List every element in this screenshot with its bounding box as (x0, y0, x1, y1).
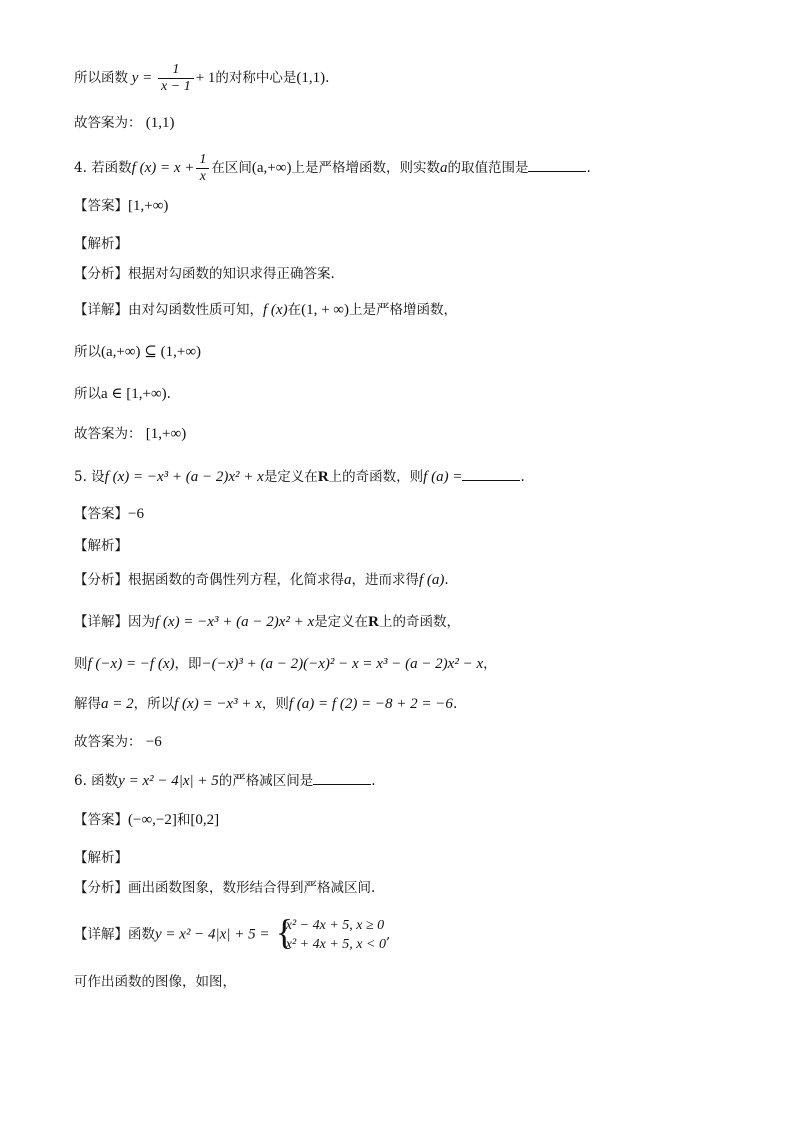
analysis-heading: 【解析】 (74, 236, 128, 252)
answer-blank (528, 157, 586, 172)
detail-line: 解得a = 2，所以f (x) = −x³ + x，则f (a) = f (2) = −8 + 2 = −6. (74, 696, 458, 712)
analysis-heading: 【解析】 (74, 850, 128, 866)
detail-line: 所以(a,+∞) ⊆ (1,+∞) (74, 344, 202, 360)
analysis: 【分析】画出函数图象，数形结合得到严格减区间. (74, 880, 376, 896)
detail-line: 所以a ∈ [1,+∞). (74, 386, 171, 402)
answer-blank (313, 770, 371, 785)
question-4: 4. 若函数f (x) = x + $\frac{1}{x}$ 在区间(a,+∞)上是严格增函数，则实数a的取值范围是 . (74, 152, 591, 184)
answer-line: 故答案为： (1,1) (74, 115, 175, 131)
detail: 【详解】由对勾函数性质可知，f (x)在(1, + ∞)上是严格增函数， (74, 302, 457, 318)
analysis-heading: 【解析】 (74, 538, 128, 554)
answer: 【答案】(−∞,−2]和[0,2] (74, 812, 220, 828)
answer: 【答案】−6 (74, 506, 144, 522)
answer: 【答案】[1,+∞) (74, 198, 169, 214)
detail-line: 可作出函数的图像，如图， (74, 974, 236, 990)
question-6: 6. 函数y = x² − 4|x| + 5的严格减区间是 . (74, 770, 376, 791)
piecewise-function: { x² − 4x + 5, x ≥ 0 x² + 4x + 5, x < 0 (275, 912, 386, 952)
detail: 【详解】函数y = x² − 4|x| + 5 = { x² − 4x + 5, x ≥ 0 x² + 4x + 5, x < 0 , (74, 912, 391, 952)
question-5: 5. 设f (x) = −x³ + (a − 2)x² + x是定义在R上的奇函数，则f (a) = . (74, 466, 525, 487)
solution-line-symmetry-center: 所以函数 y = $\frac{1}{x - 1}$ + 1的对称中心是(1,1). (74, 62, 330, 94)
analysis: 【分析】根据函数的奇偶性列方程，化简求得a，进而求得f (a). (74, 572, 449, 588)
detail-line: 则f (−x) = −f (x)，即−(−x)³ + (a − 2)(−x)² − x = x³ − (a − 2)x² − x， (74, 656, 497, 672)
answer-blank (462, 466, 520, 481)
analysis: 【分析】根据对勾函数的知识求得正确答案. (74, 266, 335, 282)
answer-line: 故答案为： [1,+∞) (74, 426, 187, 442)
detail: 【详解】因为f (x) = −x³ + (a − 2)x² + x是定义在R上的奇函数， (74, 614, 460, 630)
fraction: $\frac{1}{x - 1}$ (158, 62, 194, 95)
answer-line: 故答案为： −6 (74, 734, 162, 750)
